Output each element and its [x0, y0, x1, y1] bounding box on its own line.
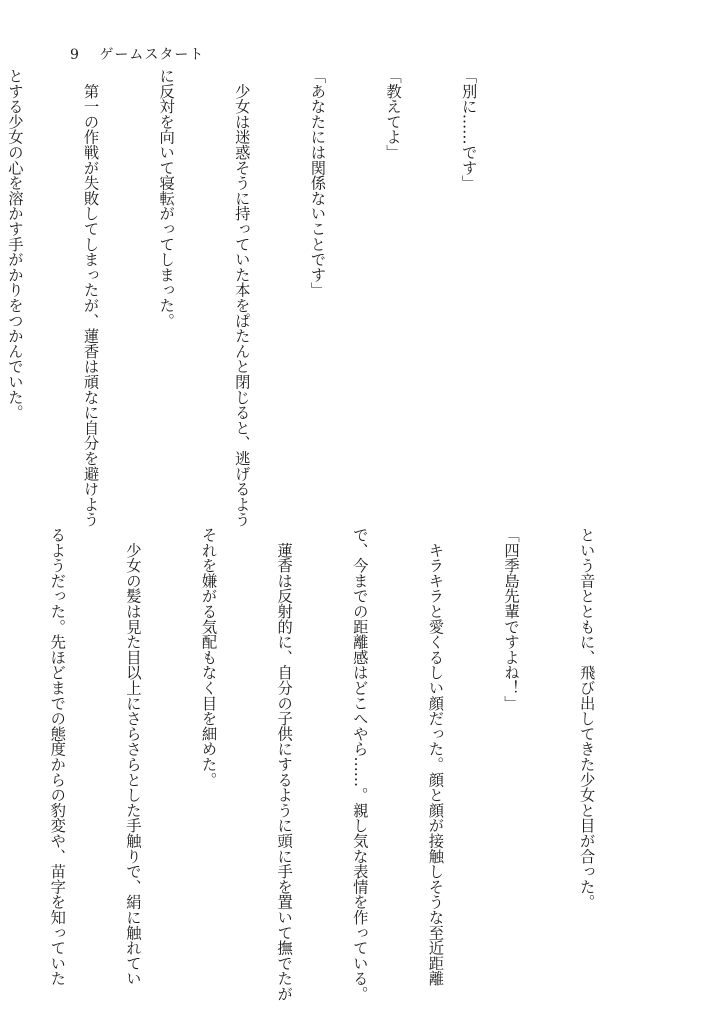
text-line: 第一の作戦が失敗してしまったが、蓮香は頑なに自分を避けよう: [81, 68, 100, 527]
text-block-lower: [48, 527, 649, 1002]
text-line: 「別に……です」: [459, 68, 478, 191]
text-line: るようだった。先ほどまでの態度からの豹変や、苗字を知っていた: [48, 527, 67, 986]
text-line: キラキラと愛くるしい顔だった。顔と顔が接触しそうな至近距離: [426, 527, 445, 986]
text-line: それを嫌がる気配もなく目を細めた。: [199, 527, 218, 788]
text-line: 「四季島先輩ですよね！」: [501, 527, 520, 711]
text-line: で、今までの距離感はどこへやら……。親し気な表情を作っている。: [350, 527, 369, 1002]
text-line: 「教えてよ」: [383, 68, 402, 160]
text-line: 「あなたには関係ないことです」: [308, 68, 327, 298]
text-block-upper: [5, 68, 531, 527]
text-line: 蓮香は反射的に、自分の子供にするように頭に手を置いて撫でたが: [275, 527, 294, 1002]
text-line: 少女は迷惑そうに持っていた本をぱたんと閉じると、逃げるよう: [232, 68, 251, 527]
text-line: に反対を向いて寝転がってしまった。: [157, 68, 176, 329]
chapter-title: ゲームスタート: [99, 47, 205, 63]
text-line: 少女の髪は見た目以上にさらさらとした手触りで、絹に触れてい: [123, 527, 142, 986]
page-header: [70, 44, 204, 64]
text-line: という音とともに、飛び出してきた少女と目が合った。: [577, 527, 596, 910]
page-number: 9: [70, 47, 80, 63]
text-line: とする少女の心を溶かす手がかりをつかんでいた。: [5, 68, 24, 420]
